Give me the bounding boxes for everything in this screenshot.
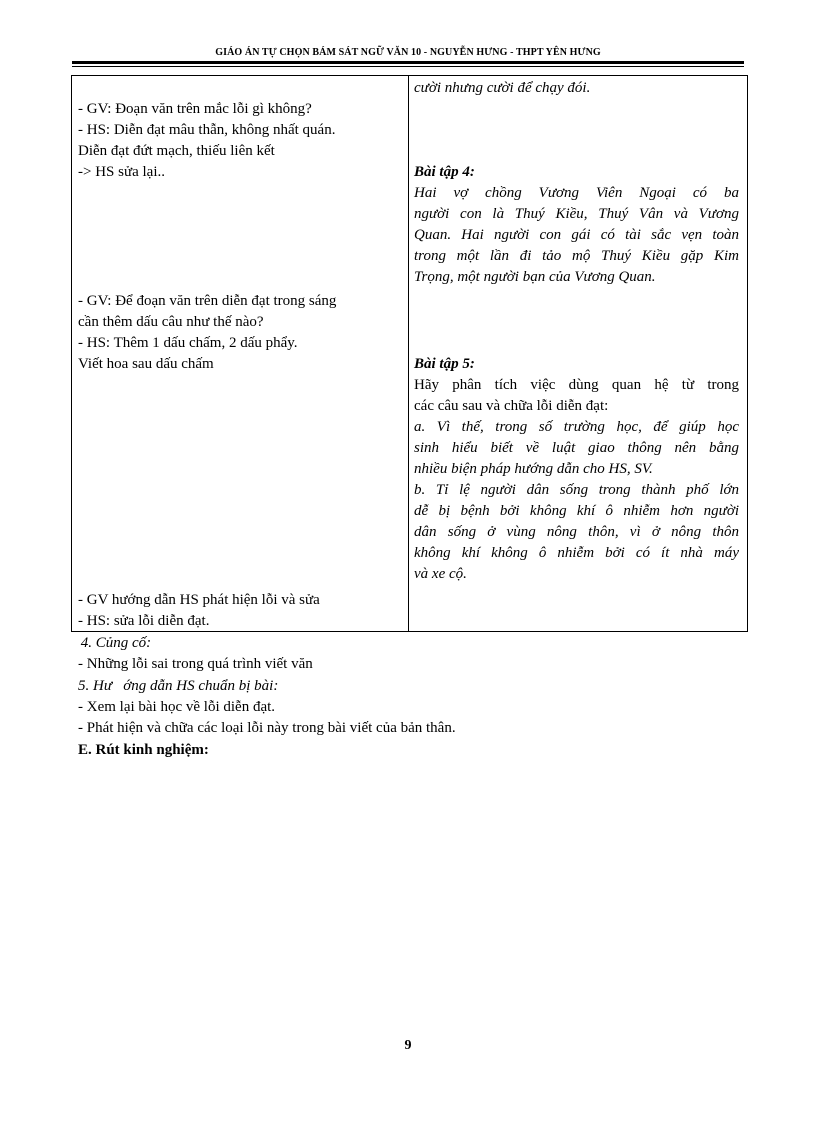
question-1: - GV: Đoạn văn trên mắc lỗi gì không?: [78, 101, 312, 117]
section-e-title: E. Rút kinh nghiệm:: [78, 742, 209, 758]
header-rule-thin: [72, 66, 744, 67]
exercise-4-title: Bài tập 4:: [414, 164, 475, 180]
section-5-title: 5. Hư ớng dẫn HS chuẩn bị bài:: [78, 678, 279, 694]
guide-3b: - HS: sửa lỗi diễn đạt.: [78, 613, 210, 629]
lesson-table: [71, 75, 748, 632]
exercise-5-title: Bài tập 5:: [414, 356, 475, 372]
exercise-4-line: Hai vợ chồng Vương Viên Ngoại có ba: [414, 185, 739, 201]
exercise-5b-line: dân sống ở vùng nông thôn, vì ở nông thôn: [414, 524, 739, 540]
header-rule-thick: [72, 61, 744, 64]
question-2b: cần thêm dấu câu như thế nào?: [78, 314, 264, 330]
exercise-5b-line: b. Tỉ lệ người dân sống trong thành phố lớn: [414, 482, 739, 498]
exercise-4-line: trong một lần đi tảo mộ Thuý Kiều gặp Kim: [414, 248, 739, 264]
exercise-5-intro: các câu sau và chữa lỗi diễn đạt:: [414, 398, 609, 414]
exercise-5a-line: sinh hiểu biết về luật giao thông nên bằng: [414, 440, 739, 456]
question-2a: - GV: Để đoạn văn trên diễn đạt trong sáng: [78, 293, 337, 309]
teacher-student-column: [72, 76, 409, 632]
section-4-line: - Những lỗi sai trong quá trình viết văn: [78, 656, 313, 672]
answer-2a: - HS: Thêm 1 dấu chấm, 2 dấu phẩy.: [78, 335, 298, 351]
exercise-4-line: người con là Thuý Kiều, Thuý Vân và Vương: [414, 206, 739, 222]
prev-exercise-end: cười nhưng cười để chạy đói.: [414, 80, 591, 96]
guide-3a: - GV hướng dẫn HS phát hiện lỗi và sửa: [78, 592, 320, 608]
section-5-line-2: - Phát hiện và chữa các loại lỗi này trong bài viết của bản thân.: [78, 720, 456, 736]
exercise-5b-line: và xe cộ.: [414, 566, 467, 582]
exercise-5b-line: dễ bị bệnh bởi không khí ô nhiễm hơn người: [414, 503, 739, 519]
answer-1b: Diễn đạt đứt mạch, thiếu liên kết: [78, 143, 275, 159]
page-header: GIÁO ÁN TỰ CHỌN BÁM SÁT NGỮ VĂN 10 - NGUYỄN HƯNG - THPT YÊN HƯNG: [215, 47, 601, 58]
page-number: 9: [404, 1038, 412, 1053]
section-4-title: 4. Củng cố:: [77, 635, 152, 651]
exercise-4-line: Trọng, một người bạn của Vương Quan.: [414, 269, 656, 285]
section-5-line-1: - Xem lại bài học về lỗi diễn đạt.: [78, 699, 276, 715]
exercise-5a-line: a. Vì thế, trong số trường học, để giúp học: [414, 419, 739, 435]
answer-2b: Viết hoa sau dấu chấm: [78, 356, 214, 372]
exercise-5a-line: nhiều biện pháp hướng dẫn cho HS, SV.: [414, 461, 653, 477]
exercise-5b-line: không khí không ô nhiễm bởi có ít nhà máy: [414, 545, 739, 561]
exercise-4-line: Quan. Hai người con gái có tài sắc vẹn toàn: [414, 227, 739, 243]
exercise-5-intro: Hãy phân tích việc dùng quan hệ từ trong: [414, 377, 739, 393]
exercise-column: [409, 76, 748, 632]
answer-1a: - HS: Diễn đạt mâu thẫn, không nhất quán.: [78, 122, 336, 138]
answer-1c: -> HS sửa lại..: [78, 164, 165, 180]
